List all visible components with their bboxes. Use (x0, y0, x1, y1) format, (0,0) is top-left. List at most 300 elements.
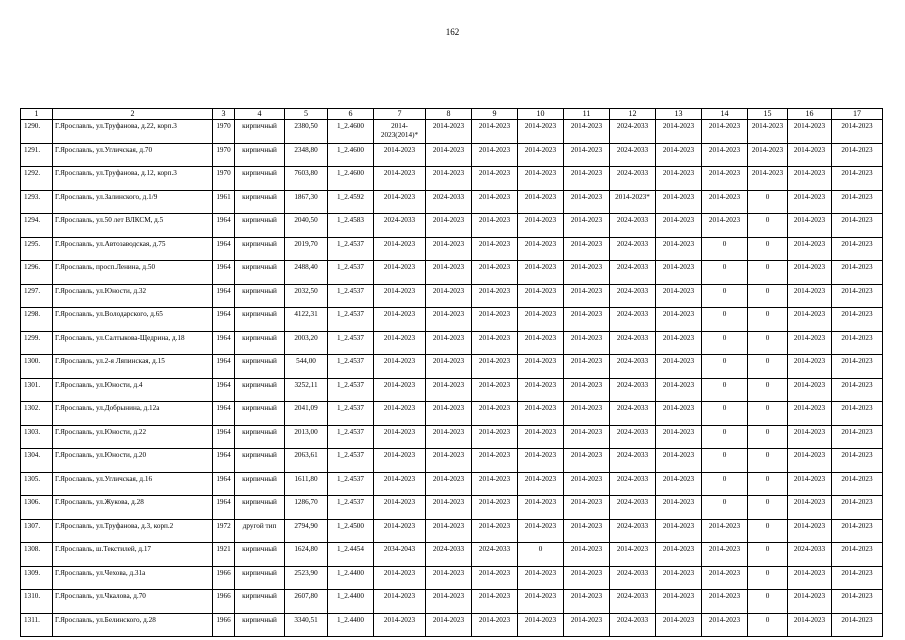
table-cell: Г.Ярославль, ул.Салтыкова-Щедрина, д.18 (53, 331, 213, 355)
table-cell: 1966 (213, 590, 235, 614)
table-cell: 2014-2023 (788, 120, 832, 144)
column-header: 17 (832, 109, 883, 120)
table-cell: 2014-2023 (656, 496, 702, 520)
table-cell: 2014-2023 (472, 613, 518, 637)
table-cell: 2014-2023 (656, 331, 702, 355)
table-cell: кирпичный (235, 496, 285, 520)
table-cell: Г.Ярославль, ш.Текстилей, д.17 (53, 543, 213, 567)
table-cell: 2014-2023 (702, 167, 748, 191)
table-cell: 2014-2023 (564, 214, 610, 238)
table-cell: 2014-2023 (426, 331, 472, 355)
table-cell: 2014-2023 (656, 284, 702, 308)
table-cell: 2014-2023 (788, 378, 832, 402)
table-cell: 1624,80 (285, 543, 328, 567)
table-cell: 1964 (213, 496, 235, 520)
table-cell: 2014-2023 (518, 190, 564, 214)
table-cell: 2024-2033 (610, 237, 656, 261)
table-cell: 1966 (213, 613, 235, 637)
table-cell: 2014-2023 (832, 355, 883, 379)
table-cell: 1970 (213, 167, 235, 191)
table-cell: 0 (702, 402, 748, 426)
table-cell: Г.Ярославль, ул.Залинского, д.1/9 (53, 190, 213, 214)
table-cell: Г.Ярославль, ул.Добрынина, д.12а (53, 402, 213, 426)
table-cell: 0 (748, 237, 788, 261)
table-cell: 2014-2023 (788, 355, 832, 379)
column-header: 2 (53, 109, 213, 120)
table-cell: 2014-2023 (656, 519, 702, 543)
table-cell: 2024-2033 (610, 425, 656, 449)
table-cell: 2014-2023 (518, 472, 564, 496)
table-cell: 2014-2023 (832, 543, 883, 567)
table-cell: 2014-2023 (518, 237, 564, 261)
table-cell: кирпичный (235, 472, 285, 496)
table-cell: Г.Ярославль, ул.50 лет ВЛКСМ, д.5 (53, 214, 213, 238)
column-header: 10 (518, 109, 564, 120)
table-cell: 3252,11 (285, 378, 328, 402)
table-cell: 2014-2023 (564, 190, 610, 214)
table-cell: Г.Ярославль, ул.Юности, д.32 (53, 284, 213, 308)
table-cell: 2014-2023 (788, 566, 832, 590)
column-header: 14 (702, 109, 748, 120)
table-cell: 1972 (213, 519, 235, 543)
table-cell: 2014-2023 (788, 261, 832, 285)
table-cell: 2024-2033 (426, 543, 472, 567)
table-cell: Г.Ярославль, ул.Юности, д.4 (53, 378, 213, 402)
table-row (21, 190, 883, 214)
table-cell: 1306. (21, 496, 53, 520)
table-cell: 2014-2023 (374, 402, 426, 426)
table-cell: 0 (702, 355, 748, 379)
table-cell: 2014-2023 (702, 613, 748, 637)
table-cell: 2014-2023 (564, 167, 610, 191)
table-cell: 2014-2023 (472, 261, 518, 285)
column-header: 6 (328, 109, 374, 120)
table-row (21, 308, 883, 332)
table-cell: 2014-2023 (472, 566, 518, 590)
table-cell: 2014-2023 (656, 402, 702, 426)
table-cell: 2014-2023 (472, 590, 518, 614)
table-cell: 7603,80 (285, 167, 328, 191)
table-cell: 1293. (21, 190, 53, 214)
table-cell: 2014-2023 (788, 284, 832, 308)
table-cell: 2014-2023 (518, 425, 564, 449)
table-cell: 2014-2023 (472, 496, 518, 520)
table-cell: 1_2.4537 (328, 355, 374, 379)
table-cell: 2014-2023 (472, 472, 518, 496)
table-cell: 2014-2023 (564, 496, 610, 520)
table-row (21, 590, 883, 614)
table-cell: 2014-2023 (564, 120, 610, 144)
column-header: 7 (374, 109, 426, 120)
table-cell: 2014-2023 (788, 449, 832, 473)
table-row (21, 402, 883, 426)
table-cell: 2014-2023 (426, 308, 472, 332)
table-cell: 2014-2023 (564, 143, 610, 167)
table-cell: 2380,50 (285, 120, 328, 144)
table-cell: 2024-2033 (610, 355, 656, 379)
table-cell: 0 (748, 613, 788, 637)
table-cell: 2014-2023 (564, 378, 610, 402)
table-cell: 2014-2023 (426, 496, 472, 520)
table-row (21, 261, 883, 285)
table-cell: 0 (748, 566, 788, 590)
table-cell: 2014-2023 (426, 214, 472, 238)
table-cell: 2014-2023 (748, 167, 788, 191)
table-row (21, 237, 883, 261)
table-cell: 1_2.4583 (328, 214, 374, 238)
table-cell: 1294. (21, 214, 53, 238)
table-cell: 1964 (213, 402, 235, 426)
table-cell: 2014-2023 (788, 496, 832, 520)
table-cell: 2014-2023 (656, 543, 702, 567)
table-cell: кирпичный (235, 143, 285, 167)
table-cell: 2014-2023 (426, 378, 472, 402)
table-cell: 2014-2023 (564, 519, 610, 543)
table-cell: 2014-2023 (374, 261, 426, 285)
table-cell: 2014-2023 (832, 143, 883, 167)
table-cell: 1_2.4400 (328, 590, 374, 614)
table-cell: 1286,70 (285, 496, 328, 520)
table-cell: 1292. (21, 167, 53, 191)
table-cell: 2014-2023 (656, 590, 702, 614)
table-cell: 2024-2033 (610, 402, 656, 426)
table-cell: 2024-2033 (426, 190, 472, 214)
table-cell: 1_2.4454 (328, 543, 374, 567)
table-cell: 2024-2033 (610, 261, 656, 285)
table-cell: 2014-2023 (702, 143, 748, 167)
table-row (21, 355, 883, 379)
table-cell: 0 (748, 449, 788, 473)
table-cell: 0 (748, 496, 788, 520)
table-cell: 2014-2023 (788, 214, 832, 238)
table-cell: кирпичный (235, 190, 285, 214)
table-cell: 2014-2023 (374, 355, 426, 379)
column-header: 4 (235, 109, 285, 120)
table-cell: кирпичный (235, 355, 285, 379)
table-cell: 2014-2023 (832, 331, 883, 355)
table-cell: 1290. (21, 120, 53, 144)
table-body (21, 120, 883, 637)
table-cell: 0 (748, 378, 788, 402)
table-cell: 2014-2023 (832, 214, 883, 238)
table-cell: 2024-2033 (610, 378, 656, 402)
table-row (21, 378, 883, 402)
table-cell: 2014-2023 (374, 425, 426, 449)
column-header: 3 (213, 109, 235, 120)
table-row (21, 167, 883, 191)
table-cell: 1_2.4537 (328, 472, 374, 496)
table-cell: 2014-2023 (564, 472, 610, 496)
table-cell: 2024-2033 (610, 143, 656, 167)
table-cell: 2014-2023 (518, 120, 564, 144)
table-cell: 2014-2023 (426, 261, 472, 285)
table-cell: 2014-2023 (374, 496, 426, 520)
table-cell: 1_2.4400 (328, 566, 374, 590)
table-cell: 2014-2023 (426, 590, 472, 614)
table-cell: Г.Ярославль, ул.Белинского, д.28 (53, 613, 213, 637)
table-cell: 1299. (21, 331, 53, 355)
table-cell: 2014-2023 (832, 190, 883, 214)
table-cell: 2014-2023 (656, 167, 702, 191)
table-cell: 2014-2023 (426, 519, 472, 543)
table-cell: 1961 (213, 190, 235, 214)
table-row (21, 472, 883, 496)
table-cell: Г.Ярославль, ул.2-я Ляпинская, д.15 (53, 355, 213, 379)
table-cell: 1303. (21, 425, 53, 449)
table-cell: 2014-2023 (832, 402, 883, 426)
table-cell: 2014-2023 (374, 472, 426, 496)
table-cell: 2014-2023 (564, 261, 610, 285)
table-cell: 1966 (213, 566, 235, 590)
table-cell: 1970 (213, 120, 235, 144)
table-cell: 2014-2023 (374, 590, 426, 614)
table-cell: 2014-2023 (426, 284, 472, 308)
table-cell: 2014-2023 (472, 402, 518, 426)
table-row (21, 566, 883, 590)
table-cell: 2014-2023 (832, 378, 883, 402)
table-cell: Г.Ярославль, ул.Володарского, д.65 (53, 308, 213, 332)
table-cell: 2014-2023 (656, 143, 702, 167)
table-cell: 2014-2023 (832, 237, 883, 261)
table-cell: 2014-2023 (518, 143, 564, 167)
table-cell: 2024-2033 (610, 472, 656, 496)
table-cell: Г.Ярославль, ул.Жукова, д.28 (53, 496, 213, 520)
table-cell: 1_2.4600 (328, 143, 374, 167)
table-cell: 2488,40 (285, 261, 328, 285)
table-cell: Г.Ярославль, ул.Чкалова, д.70 (53, 590, 213, 614)
table-cell: 0 (702, 331, 748, 355)
table-row (21, 284, 883, 308)
table-row (21, 331, 883, 355)
table-cell: 2014-2023 (656, 566, 702, 590)
table-cell: кирпичный (235, 237, 285, 261)
column-header: 13 (656, 109, 702, 120)
table-cell: 2014-2023 (472, 331, 518, 355)
table-cell: кирпичный (235, 449, 285, 473)
table-cell: 1_2.4537 (328, 308, 374, 332)
table-cell: 1_2.4400 (328, 613, 374, 637)
table-cell: 1309. (21, 566, 53, 590)
table-cell: 2014-2023 (518, 519, 564, 543)
table-cell: 2014-2023 (374, 143, 426, 167)
table-cell: 2014-2023 (564, 449, 610, 473)
table-cell: кирпичный (235, 214, 285, 238)
table-row (21, 613, 883, 637)
table-cell: 2014-2023 (374, 237, 426, 261)
table-cell: 2014-2023 (702, 590, 748, 614)
table-cell: 2024-2033 (610, 284, 656, 308)
table-cell: 2032,50 (285, 284, 328, 308)
table-cell: кирпичный (235, 590, 285, 614)
table-cell: 0 (748, 331, 788, 355)
table-cell: 1964 (213, 237, 235, 261)
table-cell: 2014-2023 (564, 308, 610, 332)
table-cell: 2014-2023 (656, 472, 702, 496)
table-cell: 2014-2023 (518, 355, 564, 379)
table-cell: 0 (748, 543, 788, 567)
table-cell: 2014-2023 (788, 425, 832, 449)
table-cell: 1311. (21, 613, 53, 637)
table-cell: 2014-2023 (374, 613, 426, 637)
table-cell: 2014-2023 (518, 496, 564, 520)
table-cell: 2014-2023 (426, 566, 472, 590)
table-cell: 0 (748, 425, 788, 449)
table-cell: 2014-2023 (656, 120, 702, 144)
table-cell: 1921 (213, 543, 235, 567)
table-cell: Г.Ярославль, ул.Труфанова, д.3, корп.2 (53, 519, 213, 543)
table-cell: 2014-2023 (426, 120, 472, 144)
table-cell: 0 (748, 214, 788, 238)
table-cell: кирпичный (235, 378, 285, 402)
table-cell: 2014-2023 (788, 143, 832, 167)
table-cell: 0 (748, 284, 788, 308)
table-cell: 2014-2023 (374, 331, 426, 355)
table-row (21, 449, 883, 473)
table-cell: 2014-2023 (374, 308, 426, 332)
table-cell: 2014-2023 (656, 613, 702, 637)
table-cell: 2014-2023 (832, 472, 883, 496)
table-cell: 2014-2023 (656, 261, 702, 285)
table-cell: 0 (702, 261, 748, 285)
table-cell: 2014-2023 (832, 261, 883, 285)
table-cell: 2014-2023 (518, 566, 564, 590)
table-cell: 2014-2023 (788, 190, 832, 214)
table-cell: 2014-2023 (788, 613, 832, 637)
table-cell: 2014-2023 (656, 190, 702, 214)
table-cell: кирпичный (235, 331, 285, 355)
column-header: 8 (426, 109, 472, 120)
table-cell: 2014-2023 (518, 331, 564, 355)
table-cell: 2014-2023 (832, 120, 883, 144)
table-cell: 2014-2023 (472, 237, 518, 261)
table-cell: 0 (702, 284, 748, 308)
table-cell: 0 (702, 496, 748, 520)
table-cell: 2014-2023 (518, 378, 564, 402)
table-cell: 2024-2033 (472, 543, 518, 567)
table-cell: 1964 (213, 355, 235, 379)
table-cell: 0 (748, 308, 788, 332)
table-cell: 2014-2023 (656, 449, 702, 473)
table-cell: 2014-2023 (788, 519, 832, 543)
table-row (21, 496, 883, 520)
table-cell: кирпичный (235, 425, 285, 449)
table-cell: 1_2.4537 (328, 261, 374, 285)
table-cell: 2348,80 (285, 143, 328, 167)
table-cell: 1_2.4600 (328, 167, 374, 191)
table-cell: 2014-2023 (564, 284, 610, 308)
table-cell: 2014-2023 (472, 214, 518, 238)
table-cell: 0 (702, 378, 748, 402)
table-cell: 2014-2023 (518, 402, 564, 426)
table-cell: 2014-2023 (426, 449, 472, 473)
table-cell: 2014-2023 (472, 519, 518, 543)
table-cell: кирпичный (235, 543, 285, 567)
table-cell: 1307. (21, 519, 53, 543)
table-cell: 2014-2023 (748, 120, 788, 144)
column-header: 9 (472, 109, 518, 120)
column-header: 1 (21, 109, 53, 120)
table-cell: 2014-2023 (788, 472, 832, 496)
table-cell: 1867,30 (285, 190, 328, 214)
table-cell: 2014-2023 (788, 237, 832, 261)
table-cell: 2014-2023 (702, 214, 748, 238)
table-row (21, 519, 883, 543)
table-header-row (21, 109, 883, 120)
table-cell: 2523,90 (285, 566, 328, 590)
table-cell: 1964 (213, 378, 235, 402)
table-cell: 2014-2023 (788, 167, 832, 191)
table-cell: 2024-2033 (610, 308, 656, 332)
table-cell: 2063,61 (285, 449, 328, 473)
table-cell: 2024-2033 (610, 214, 656, 238)
table-cell: другой тип (235, 519, 285, 543)
table-cell: 2014-2023 (564, 613, 610, 637)
table-row (21, 543, 883, 567)
table-cell: 2014-2023 (472, 378, 518, 402)
table-cell: 2014-2023 (702, 566, 748, 590)
table-cell: 2014-2023 (426, 472, 472, 496)
table-cell: 2014-2023 (564, 425, 610, 449)
table-cell: 0 (702, 308, 748, 332)
table-cell: 2014-2023 (472, 355, 518, 379)
table-cell: 2014-2023 (426, 425, 472, 449)
table-cell: 2014-2023 (656, 378, 702, 402)
table-cell: 1964 (213, 331, 235, 355)
table-cell: кирпичный (235, 120, 285, 144)
table-cell: 2014-2023 (472, 167, 518, 191)
table-cell: 1310. (21, 590, 53, 614)
table-cell: 2014-2023 (374, 449, 426, 473)
table-cell: 2014-2023 (832, 496, 883, 520)
table-cell: 2014-2023 (702, 543, 748, 567)
table-cell: 1_2.4537 (328, 331, 374, 355)
table-cell: 2014-2023 (702, 519, 748, 543)
table-cell: 2014-2023 (832, 449, 883, 473)
table-cell: 2003,20 (285, 331, 328, 355)
table-cell: 1_2.4592 (328, 190, 374, 214)
table-cell: 2014-2023 (426, 402, 472, 426)
table-cell: кирпичный (235, 167, 285, 191)
table-cell: 2040,50 (285, 214, 328, 238)
table-cell: 2024-2033 (610, 519, 656, 543)
column-header: 11 (564, 109, 610, 120)
table-cell: 1_2.4537 (328, 284, 374, 308)
table-cell: 2014-2023 (518, 308, 564, 332)
table-cell: 2014-2023 (518, 261, 564, 285)
table-cell: 2014-2023 (374, 167, 426, 191)
table-cell: 0 (702, 425, 748, 449)
table-cell: 2014-2023 (788, 331, 832, 355)
table-cell: 2014-2023 (426, 167, 472, 191)
table-cell: кирпичный (235, 308, 285, 332)
table-cell: 0 (748, 519, 788, 543)
table-cell: 0 (518, 543, 564, 567)
table-cell: 2014-2023(2014)* (374, 120, 426, 144)
table-cell: 2014-2023 (518, 613, 564, 637)
table-cell: 2014-2023 (788, 402, 832, 426)
table-cell: 2014-2023 (374, 284, 426, 308)
table-cell: 2014-2023 (472, 120, 518, 144)
table-cell: Г.Ярославль, ул.Угличская, д.16 (53, 472, 213, 496)
table-cell: 2014-2023 (564, 543, 610, 567)
column-header: 12 (610, 109, 656, 120)
table-cell: Г.Ярославль, ул.Чехова, д.31а (53, 566, 213, 590)
table-cell: 2014-2023 (564, 402, 610, 426)
table-cell: 2014-2023 (702, 190, 748, 214)
table-cell: 1_2.4600 (328, 120, 374, 144)
table-cell: кирпичный (235, 261, 285, 285)
table-cell: 2024-2033 (610, 449, 656, 473)
